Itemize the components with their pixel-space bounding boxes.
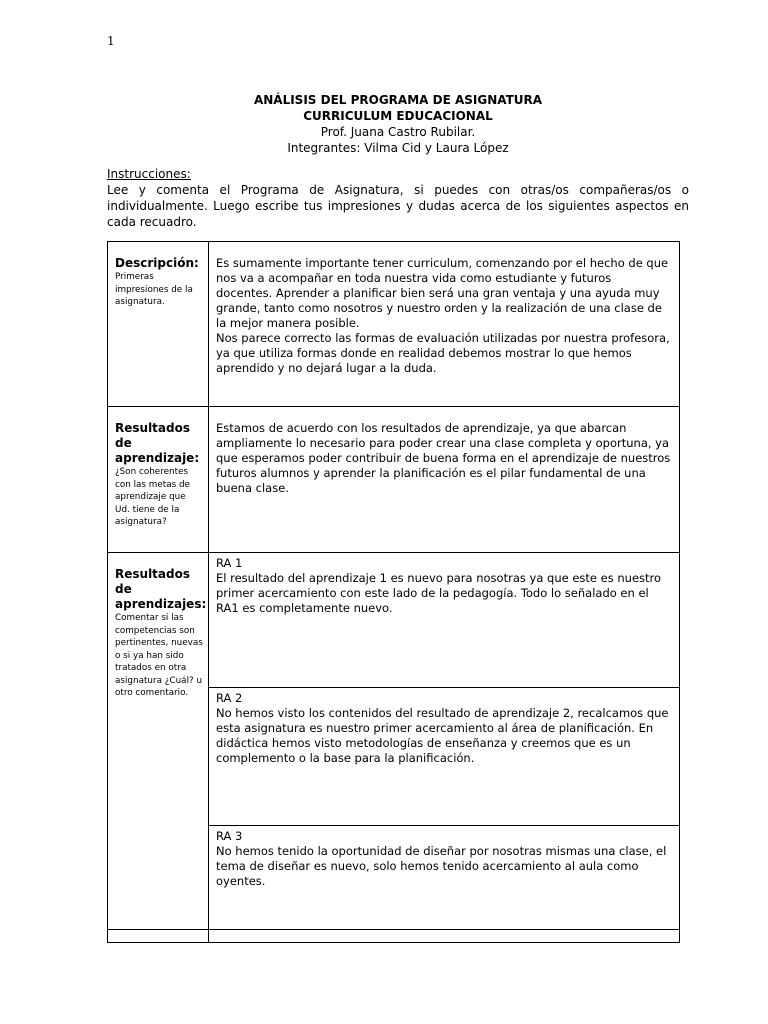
document-subtitle: CURRICULUM EDUCACIONAL [303, 109, 493, 123]
document-title: ANÁLISIS DEL PROGRAMA DE ASIGNATURA [253, 93, 543, 107]
resultados-1-label-cell [108, 407, 209, 553]
descripcion-paragraph-2: Nos parece correcto las formas de evaluación utilizadas por nuestra profesora, ya que utiliza formas donde en realidad debemos mostrar lo que hemos aprendido y no dejará lugar a la duda. [216, 331, 670, 375]
ra-1-answer-cell[interactable] [209, 553, 680, 688]
resultados-2-label-cell [108, 553, 209, 930]
resultados-1-text: Estamos de acuerdo con los resultados de aprendizaje, ya que abarcan ampliamente lo necesario para poder crear una clase completa y oportuna, ya que esperamos poder contribuir de buena forma en el aprendizaje de nuestros futuros alumnos y aprender la planificación es el pilar fundamental de una buena clase. [216, 421, 671, 495]
instructions-section [107, 166, 689, 230]
ra-1-text: El resultado del aprendizaje 1 es nuevo para nosotras ya que este es nuestro primer acercamiento con este lado de la pedagogía. Todo lo señalado en el RA1 es completamente nuevo. [216, 571, 662, 615]
ra-3-answer-cell[interactable] [209, 826, 680, 930]
professor-name: Prof. Juana Castro Rubilar. [320, 125, 476, 139]
resultados-1-sublabel: ¿Son coherentes con las metas de aprendizaje que Ud. tiene de la asignatura? [115, 467, 191, 527]
table-row-resultados-1 [108, 407, 680, 553]
resultados-1-label: Resultados de aprendizaje: [115, 421, 200, 465]
group-members: Integrantes: Vilma Cid y Laura López [287, 141, 509, 155]
page-number: 1 [107, 34, 115, 48]
descripcion-answer-cell[interactable] [209, 242, 680, 407]
ra-2-title: RA 2 [216, 691, 243, 705]
document-header [107, 92, 689, 156]
instructions-title: Instrucciones: [107, 167, 191, 181]
instructions-body: Lee y comenta el Programa de Asignatura, si puedes con otras/os compañeras/os o individualmente. Luego escribe tus impresiones y dudas acerca de los siguientes aspectos en cada recuadro. [107, 183, 689, 229]
resultados-2-sublabel: Comentar si las competencias son pertinentes, nuevas o si ya han sido tratados en otra asignatura ¿Cuál? u otro comentario. [115, 613, 203, 698]
table-row-empty [108, 930, 680, 943]
resultados-2-label: Resultados de aprendizajes: [115, 567, 207, 611]
empty-label-cell [108, 930, 209, 943]
analysis-table [107, 241, 680, 943]
ra-2-text: No hemos visto los contenidos del resultado de aprendizaje 2, recalcamos que esta asignatura es nuestro primer acercamiento al área de planificación. En didáctica hemos visto metodologías de enseñanza y creemos que es un complemento o la base para la planificación. [216, 706, 669, 765]
descripcion-label: Descripción: [115, 256, 199, 270]
ra-3-title: RA 3 [216, 829, 243, 843]
descripcion-sublabel: Primeras impresiones de la asignatura. [115, 272, 193, 307]
ra-1-title: RA 1 [216, 556, 243, 570]
ra-3-text: No hemos tenido la oportunidad de diseñar por nosotras mismas una clase, el tema de diseñar es nuevo, solo hemos tenido acercamiento al aula como oyentes. [216, 844, 667, 888]
descripcion-paragraph-1: Es sumamente importante tener curriculum, comenzando por el hecho de que nos va a acompañar en toda nuestra vida como estudiante y futuros docentes. Aprender a planificar bien será una gran ventaja y una ayuda muy grande, tanto como nosotros y nuestro orden y la realización de una clase de la mejor manera posible. [216, 256, 669, 330]
table-row-descripcion [108, 242, 680, 407]
descripcion-label-cell [108, 242, 209, 407]
empty-answer-cell[interactable] [209, 930, 680, 943]
ra-2-answer-cell[interactable] [209, 688, 680, 826]
resultados-1-answer-cell[interactable] [209, 407, 680, 553]
table-row-ra-1 [108, 553, 680, 688]
